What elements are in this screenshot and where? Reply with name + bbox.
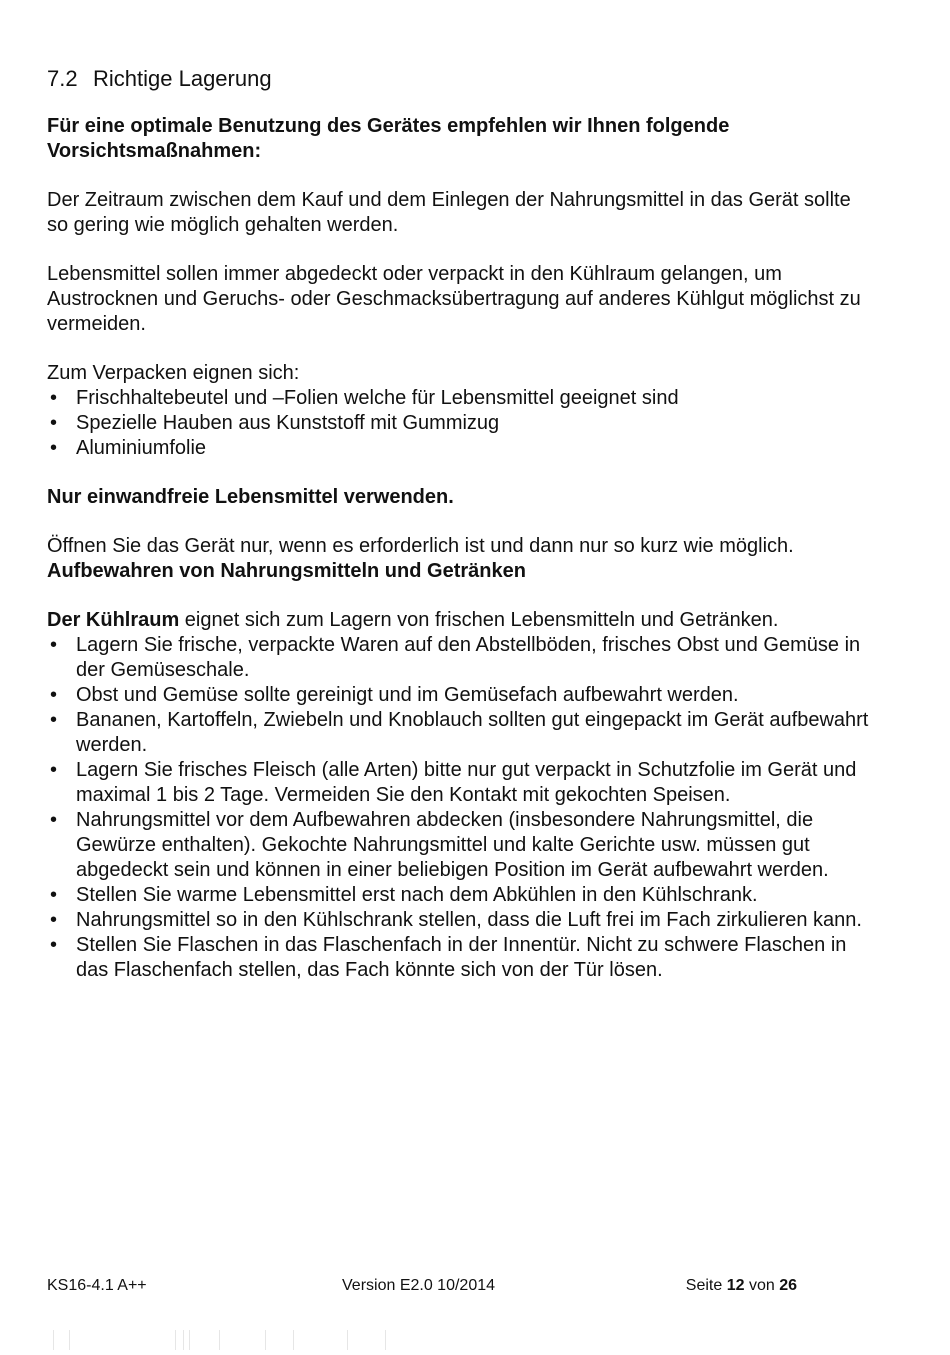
fridge-bold-label: Der Kühlraum (47, 609, 180, 631)
list-item: • Lagern Sie frische, verpackte Waren auf den Abstellböden, frisches Obst und Gemüse in der Gemüseschale. (50, 634, 861, 681)
page-content (47, 64, 877, 983)
list-item: • Nahrungsmittel so in den Kühlschrank stellen, dass die Luft frei im Fach zirkulieren kann. (50, 909, 862, 931)
list-item: • Spezielle Hauben aus Kunststoff mit Gummizug (50, 412, 500, 434)
bullet-icon: • (50, 412, 58, 434)
paragraph-covered-food: Lebensmittel sollen immer abgedeckt oder verpackt in den Kühlraum gelangen, um Austrocknen und Geruchs- oder Geschmacksübertragung auf anderes Kühlgut möglichst zu vermeiden. (47, 263, 861, 335)
warning-bold-text: Nur einwandfreie Lebensmittel verwenden. (47, 486, 454, 508)
section-title: Richtige Lagerung (93, 66, 272, 91)
list-item: • Lagern Sie frisches Fleisch (alle Arten) bitte nur gut verpackt in Schutzfolie im Gerät und maximal 1 bis 2 Tage. Vermeiden Sie den Kontakt mit gekochten Speisen. (50, 759, 857, 806)
packaging-list (47, 386, 877, 461)
list-item: • Stellen Sie warme Lebensmittel erst nach dem Abkühlen in den Kühlschrank. (50, 884, 758, 906)
fridge-intro (47, 608, 877, 633)
bullet-icon: • (50, 884, 58, 906)
list-item: • Obst und Gemüse sollte gereinigt und im Gemüsefach aufbewahrt werden. (50, 684, 739, 706)
section-heading (47, 64, 877, 94)
page-footer (47, 1276, 797, 1300)
packaging-intro: Zum Verpacken eignen sich: (47, 362, 300, 384)
fridge-list (47, 633, 877, 983)
bullet-icon: • (50, 709, 58, 731)
bullet-icon: • (50, 437, 58, 459)
bullet-icon: • (50, 387, 58, 409)
list-item: • Stellen Sie Flaschen in das Flaschenfach in der Innentür. Nicht zu schwere Flaschen in das Flaschenfach stellen, das Fach könnte sich von der Tür lösen. (50, 934, 847, 981)
paragraph-open-door: Öffnen Sie das Gerät nur, wenn es erforderlich ist und dann nur so kurz wie möglich. (47, 535, 794, 557)
fridge-intro-text: eignet sich zum Lagern von frischen Lebensmitteln und Getränken. (179, 609, 779, 631)
footer-model: KS16-4.1 A++ (47, 1277, 147, 1294)
bullet-icon: • (50, 684, 58, 706)
footer-page-number: Seite 12 von 26 (685, 1277, 797, 1294)
section-number: 7.2 (47, 66, 78, 91)
bullet-icon: • (50, 759, 58, 781)
paragraph-purchase-time: Der Zeitraum zwischen dem Kauf und dem Einlegen der Nahrungsmittel in das Gerät sollte so gering wie möglich gehalten werden. (47, 189, 851, 236)
bullet-icon: • (50, 634, 58, 656)
scan-marks (47, 1330, 427, 1352)
list-item: • Frischhaltebeutel und –Folien welche für Lebensmittel geeignet sind (50, 387, 679, 409)
list-item: • Aluminiumfolie (50, 437, 207, 459)
bullet-icon: • (50, 809, 58, 831)
list-item: • Nahrungsmittel vor dem Aufbewahren abdecken (insbesondere Nahrungsmittel, die Gewürze enthalten). Gekochte Nahrungsmittel und kalte Gerichte usw. müssen gut abgedeckt sein und können in einer beliebigen Position im Gerät aufbewahrt werden. (50, 809, 829, 881)
storage-heading: Aufbewahren von Nahrungsmitteln und Getränken (47, 560, 526, 582)
bullet-icon: • (50, 909, 58, 931)
list-item: • Bananen, Kartoffeln, Zwiebeln und Knoblauch sollten gut eingepackt im Gerät aufbewahrt werden. (50, 709, 869, 756)
bullet-icon: • (50, 934, 58, 956)
footer-version: Version E2.0 10/2014 (342, 1277, 496, 1294)
intro-bold-text: Für eine optimale Benutzung des Gerätes empfehlen wir Ihnen folgende Vorsichtsmaßnahmen: (47, 115, 730, 162)
